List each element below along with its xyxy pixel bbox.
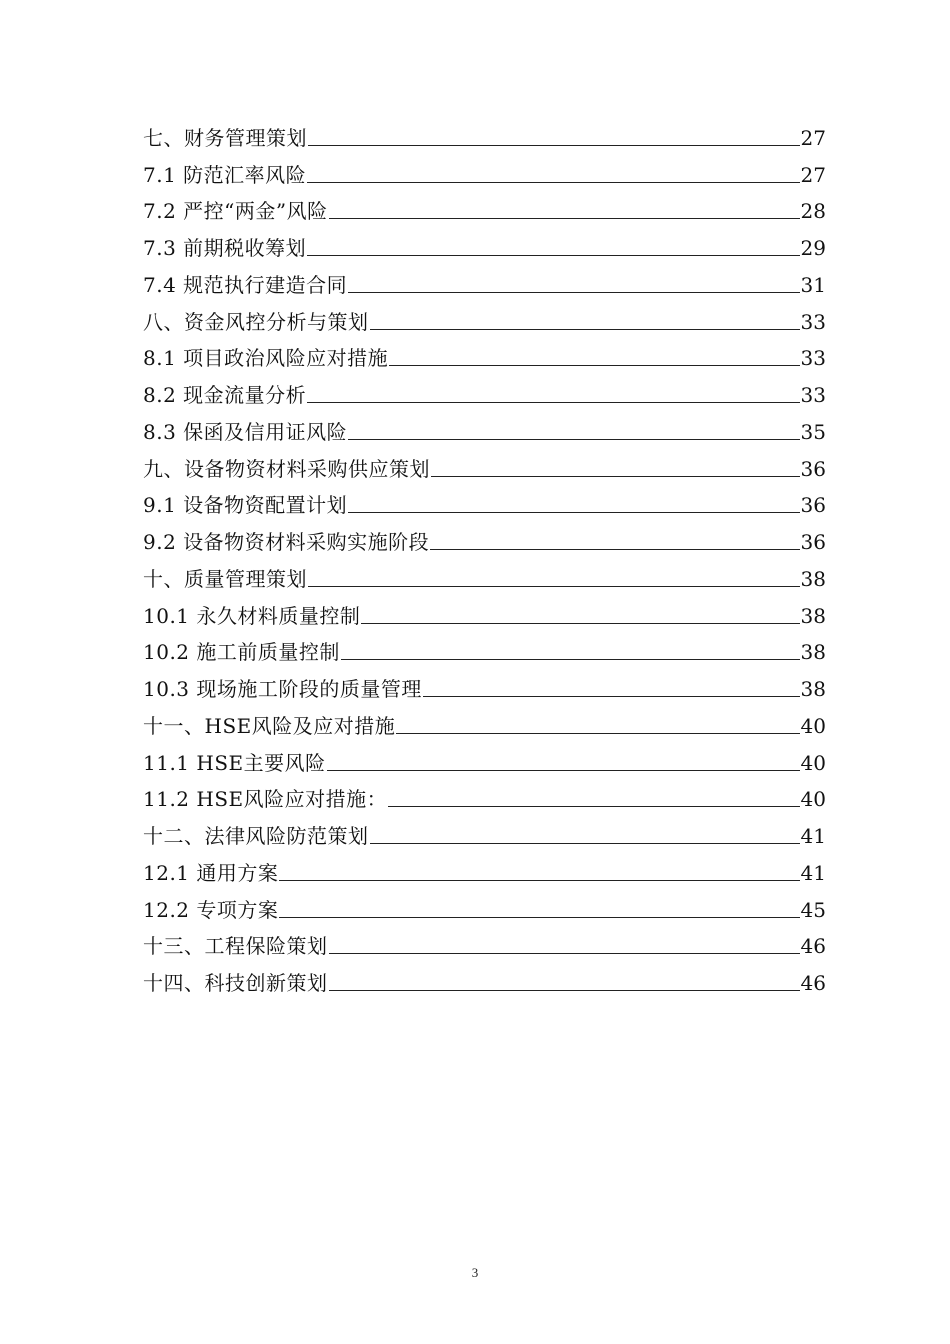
toc-entry[interactable] (143, 445, 826, 482)
toc-entry-page: 33 (800, 383, 826, 407)
toc-entry[interactable] (143, 665, 826, 702)
toc-entry-title: 十一、HSE风险及应对措施 (143, 713, 396, 738)
toc-entry-title: 十四、科技创新策划 (143, 971, 328, 995)
toc-entry-title: 10.1 永久材料质量控制 (143, 603, 361, 628)
toc-entry-page: 38 (800, 566, 826, 591)
toc-entry-title: 九、设备物资材料采购供应策划 (143, 456, 430, 481)
toc-entry-page: 45 (800, 897, 826, 922)
toc-leader-line (396, 732, 799, 734)
page-number: 3 (471, 1265, 479, 1280)
toc-entry-title: 8.2 现金流量分析 (143, 383, 307, 407)
toc-leader-line (370, 328, 800, 330)
toc-entry-title: 十三、工程保险策划 (143, 934, 328, 959)
toc-entry-page: 33 (800, 346, 826, 371)
toc-leader-line (348, 438, 799, 440)
toc-entry-title: 十二、法律风险防范策划 (143, 824, 369, 848)
toc-entry-page: 46 (800, 934, 826, 959)
toc-entry[interactable] (143, 518, 826, 555)
toc-entry-page: 38 (800, 640, 826, 665)
toc-entry-title: 7.2 严控“两金”风险 (143, 199, 328, 224)
toc-entry-page: 29 (800, 236, 826, 260)
toc-entry-page: 40 (800, 787, 826, 812)
toc-leader-line (308, 144, 800, 146)
toc-entry[interactable] (143, 482, 826, 519)
toc-entry[interactable] (143, 702, 826, 739)
toc-entry-title: 8.3 保函及信用证风险 (143, 419, 348, 444)
toc-leader-line (307, 254, 799, 256)
toc-entry-page: 36 (800, 456, 826, 481)
toc-entry-page: 41 (800, 860, 826, 885)
toc-entry-title: 12.1 通用方案 (143, 860, 279, 885)
toc-entry-title: 8.1 项目政治风险应对措施 (143, 346, 389, 371)
toc-leader-line (307, 181, 799, 183)
toc-entry-title: 八、资金风控分析与策划 (143, 309, 369, 334)
toc-entry-page: 40 (800, 713, 826, 738)
toc-leader-line (431, 475, 800, 477)
toc-entry[interactable] (143, 629, 826, 666)
toc-entry-page: 36 (800, 530, 826, 554)
toc-entry-title: 11.2 HSE风险应对措施： (143, 787, 388, 812)
toc-entry-page: 38 (800, 603, 826, 628)
toc-entry-title: 7.1 防范汇率风险 (143, 162, 307, 187)
toc-entry-page: 36 (800, 493, 826, 518)
toc-leader-line (329, 217, 800, 219)
toc-leader-line (327, 769, 800, 771)
toc-entry-page: 31 (800, 272, 826, 297)
toc-entry-title: 7.3 前期税收筹划 (143, 236, 307, 260)
toc-entry-title: 7.4 规范执行建造合同 (143, 272, 348, 297)
toc-entry-page: 40 (800, 750, 826, 775)
toc-entry-page: 46 (800, 971, 826, 995)
toc-entry[interactable] (143, 408, 826, 445)
toc-entry[interactable] (143, 555, 826, 592)
toc-entry-page: 35 (800, 419, 826, 444)
toc-entry[interactable] (143, 923, 826, 960)
toc-leader-line (279, 879, 799, 881)
toc-leader-line (361, 622, 799, 624)
table-of-contents (143, 114, 826, 996)
toc-entry-page: 28 (800, 199, 826, 224)
toc-entry[interactable] (143, 188, 826, 225)
toc-leader-line (348, 511, 799, 513)
toc-entry-page: 41 (800, 824, 826, 848)
toc-leader-line (370, 842, 800, 844)
toc-entry[interactable] (143, 151, 826, 188)
toc-entry[interactable] (143, 959, 826, 996)
toc-leader-line (329, 989, 800, 991)
toc-entry-title: 9.2 设备物资材料采购实施阶段 (143, 530, 430, 554)
toc-entry[interactable] (143, 886, 826, 923)
toc-entry[interactable] (143, 371, 826, 408)
toc-leader-line (388, 805, 799, 807)
toc-entry-title: 七、财务管理策划 (143, 125, 307, 150)
toc-entry-title: 11.1 HSE主要风险 (143, 750, 326, 775)
toc-leader-line (389, 364, 799, 366)
toc-entry-title: 10.2 施工前质量控制 (143, 640, 340, 665)
toc-leader-line (307, 401, 799, 403)
toc-entry[interactable] (143, 812, 826, 849)
toc-entry-page: 27 (800, 125, 826, 150)
toc-entry[interactable] (143, 335, 826, 372)
toc-entry[interactable] (143, 261, 826, 298)
toc-leader-line (348, 291, 799, 293)
toc-entry-page: 38 (800, 677, 826, 701)
toc-entry-title: 10.3 现场施工阶段的质量管理 (143, 677, 422, 701)
toc-entry[interactable] (143, 739, 826, 776)
toc-leader-line (329, 952, 800, 954)
toc-leader-line (423, 695, 800, 697)
toc-entry-title: 十、质量管理策划 (143, 566, 307, 591)
toc-entry-title: 12.2 专项方案 (143, 897, 279, 922)
toc-entry-page: 33 (800, 309, 826, 334)
toc-entry[interactable] (143, 776, 826, 813)
toc-entry[interactable] (143, 224, 826, 261)
toc-entry[interactable] (143, 592, 826, 629)
toc-leader-line (279, 916, 799, 918)
toc-leader-line (430, 548, 799, 550)
toc-leader-line (341, 658, 800, 660)
toc-entry[interactable] (143, 849, 826, 886)
toc-entry[interactable] (143, 298, 826, 335)
toc-entry-title: 9.1 设备物资配置计划 (143, 493, 348, 518)
toc-entry-page: 27 (800, 162, 826, 187)
toc-leader-line (308, 585, 800, 587)
toc-entry[interactable] (143, 114, 826, 151)
